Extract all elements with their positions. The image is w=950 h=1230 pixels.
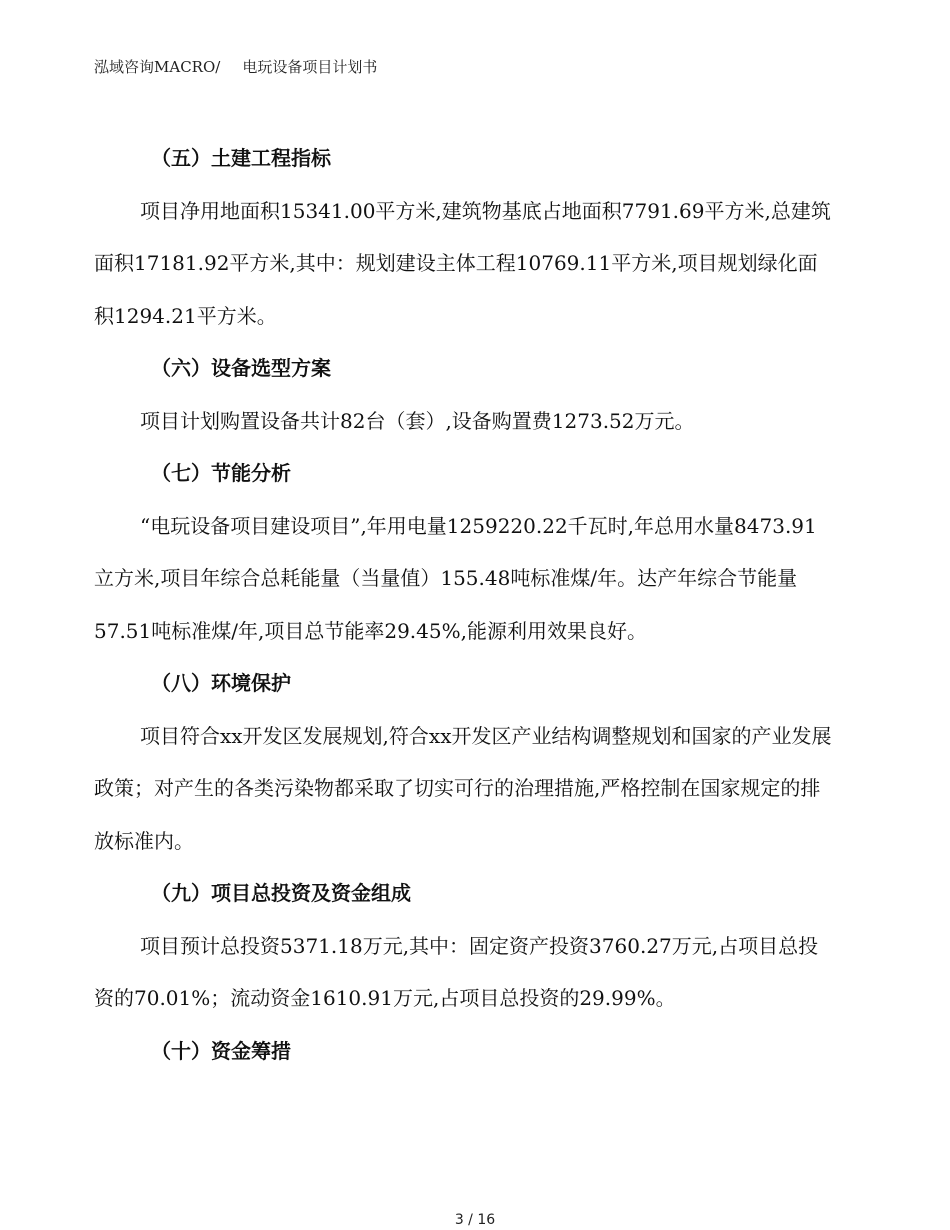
section-heading-civil-engineering: （五）土建工程指标 [151,146,331,170]
section-heading-funding: （十）资金筹措 [151,1038,291,1063]
section-body-equipment: 项目计划购置设备共计82台（套）,设备购置费1273.52万元。 [140,408,695,433]
header-org: 泓域咨询MACRO/ [94,58,221,76]
section-heading-energy-saving: （七）节能分析 [151,461,291,485]
section-body-energy-saving: “电玩设备项目建设项目”,年用电量1259220.22千瓦时,年总用水量8473.91立方米,项目年综合总耗能量（当量值）155.48吨标准煤/年。达产年综合节能量57.51吨标准煤/年,项目总节能率29.45%,能源利用效果良好。 [94,513,817,643]
section-heading-equipment: （六）设备选型方案 [151,356,331,380]
page-header [94,56,377,77]
section-heading-environment: （八）环境保护 [151,671,291,695]
section-heading-investment: （九）项目总投资及资金组成 [151,881,411,905]
section-body-investment: 项目预计总投资5371.18万元,其中：固定资产投资3760.27万元,占项目总投资的70.01%；流动资金1610.91万元,占项目总投资的29.99%。 [94,933,819,1010]
document-body [94,132,834,1077]
header-doc-title: 电玩设备项目计划书 [242,58,378,76]
section-body-environment: 项目符合xx开发区发展规划,符合xx开发区产业结构调整规划和国家的产业发展政策；对产生的各类污染物都采取了切实可行的治理措施,严格控制在国家规定的排放标准内。 [94,723,832,853]
section-body-civil-engineering: 项目净用地面积15341.00平方米,建筑物基底占地面积7791.69平方米,总建筑面积17181.92平方米,其中：规划建设主体工程10769.11平方米,项目规划绿化面积1294.21平方米。 [94,198,831,328]
page-number: 3 / 16 [454,1212,496,1228]
